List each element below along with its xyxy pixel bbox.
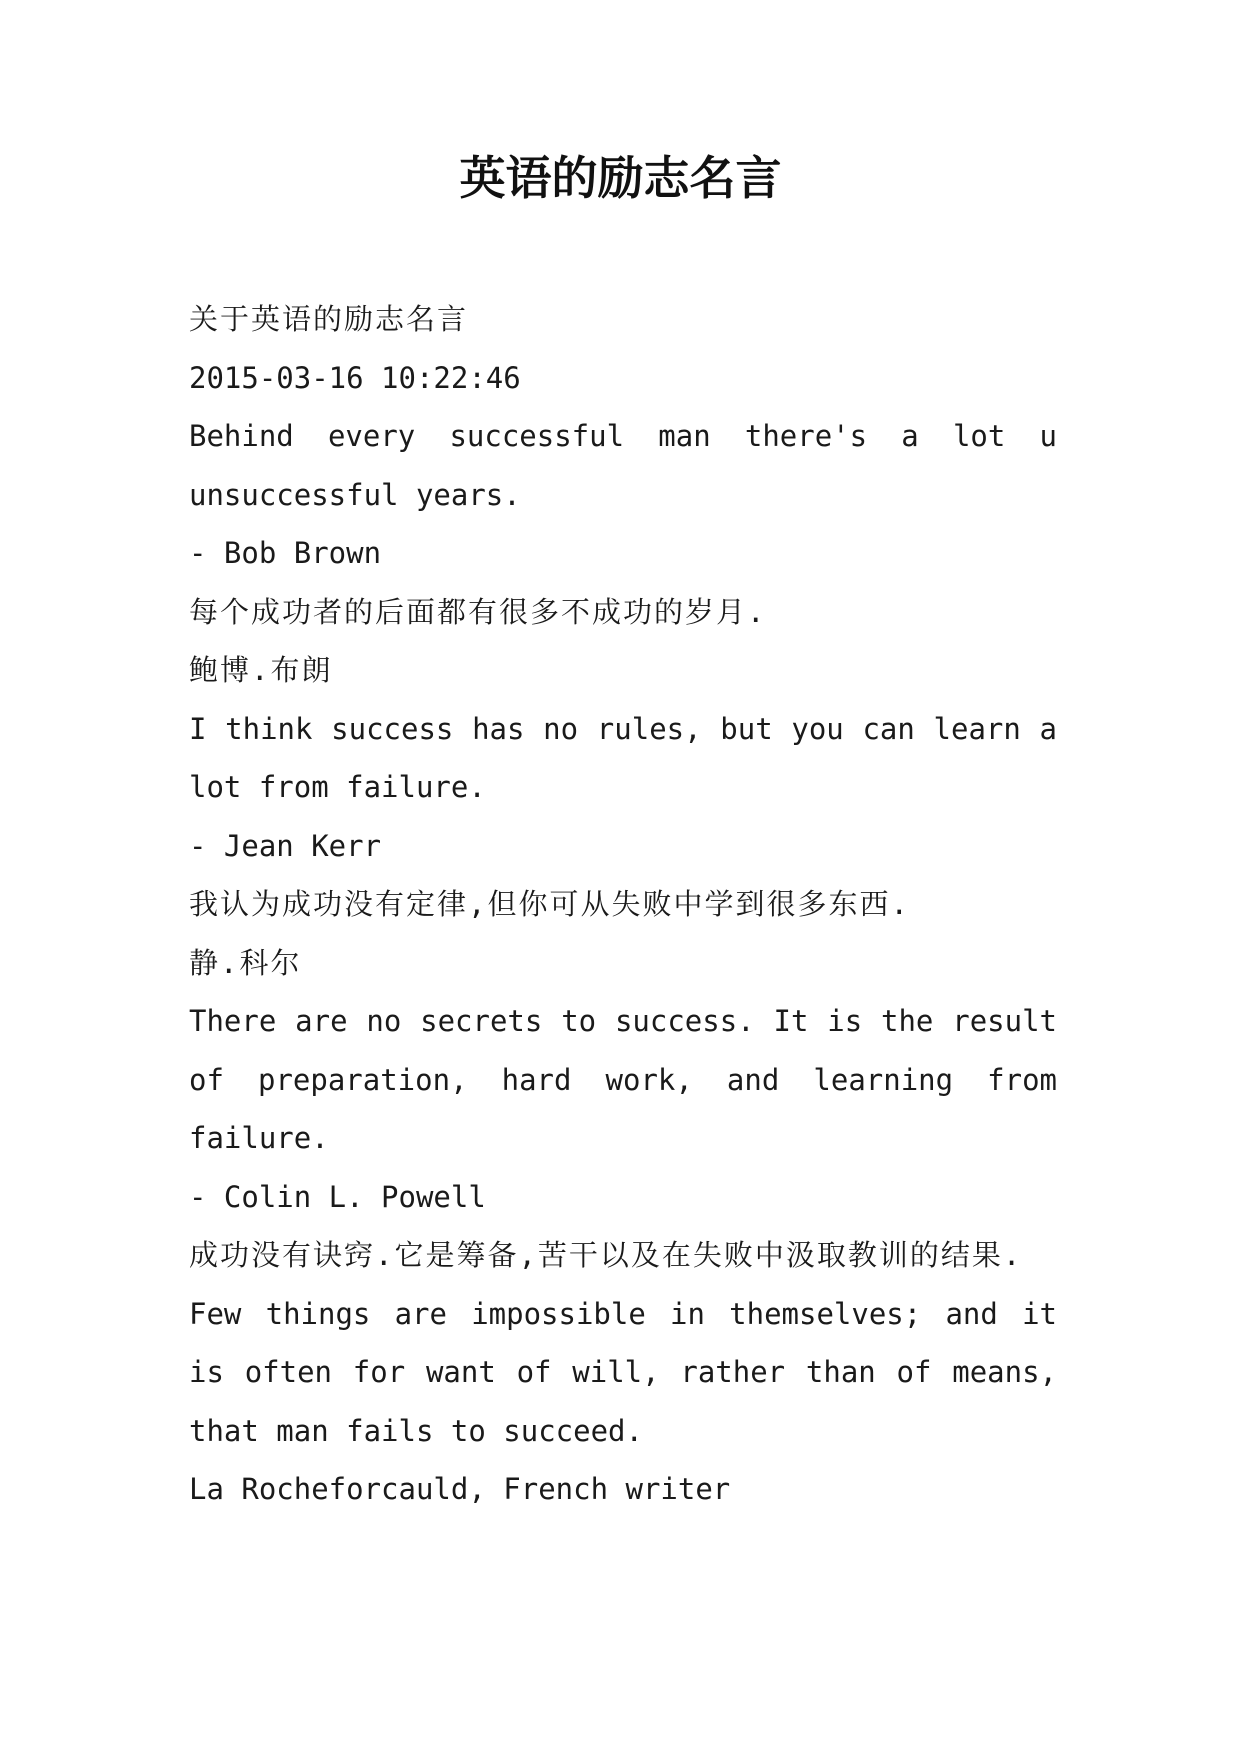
quote-english: I think success has no rules, but you can learn a lot from failure. bbox=[189, 711, 1057, 804]
quote-author-english: - Bob Brown bbox=[189, 536, 382, 570]
article-datetime: 2015-03-16 10:22:46 bbox=[189, 360, 521, 395]
quote-author-english: La Rocheforcauld, French writer bbox=[189, 1472, 731, 1506]
quote-english: Behind every successful man there's a lot u unsuccessful years. bbox=[189, 419, 1057, 512]
quote-english: There are no secrets to success. It is the result of preparation, hard work, and learning from failure. bbox=[189, 1004, 1057, 1155]
document-body bbox=[189, 290, 1057, 1519]
document-title: 英语的励志名言 bbox=[459, 151, 782, 205]
quote-author-english: - Colin L. Powell bbox=[189, 1179, 486, 1214]
quote-author-english: - Jean Kerr bbox=[189, 828, 382, 863]
quote-english: Few things are impossible in themselves; and it is often for want of will, rather than of means, that man fails to succeed. bbox=[189, 1296, 1057, 1448]
quote-chinese: 成功没有诀窍.它是筹备,苦干以及在失败中汲取教训的结果. bbox=[189, 1238, 1023, 1272]
article-subtitle: 关于英语的励志名言 bbox=[189, 302, 469, 336]
quote-chinese: 每个成功者的后面都有很多不成功的岁月. bbox=[189, 594, 767, 629]
quote-author-chinese: 鲍博.布朗 bbox=[189, 653, 333, 687]
quote-chinese: 我认为成功没有定律,但你可从失败中学到很多东西. bbox=[189, 887, 910, 921]
quote-author-chinese: 静.科尔 bbox=[189, 945, 302, 980]
